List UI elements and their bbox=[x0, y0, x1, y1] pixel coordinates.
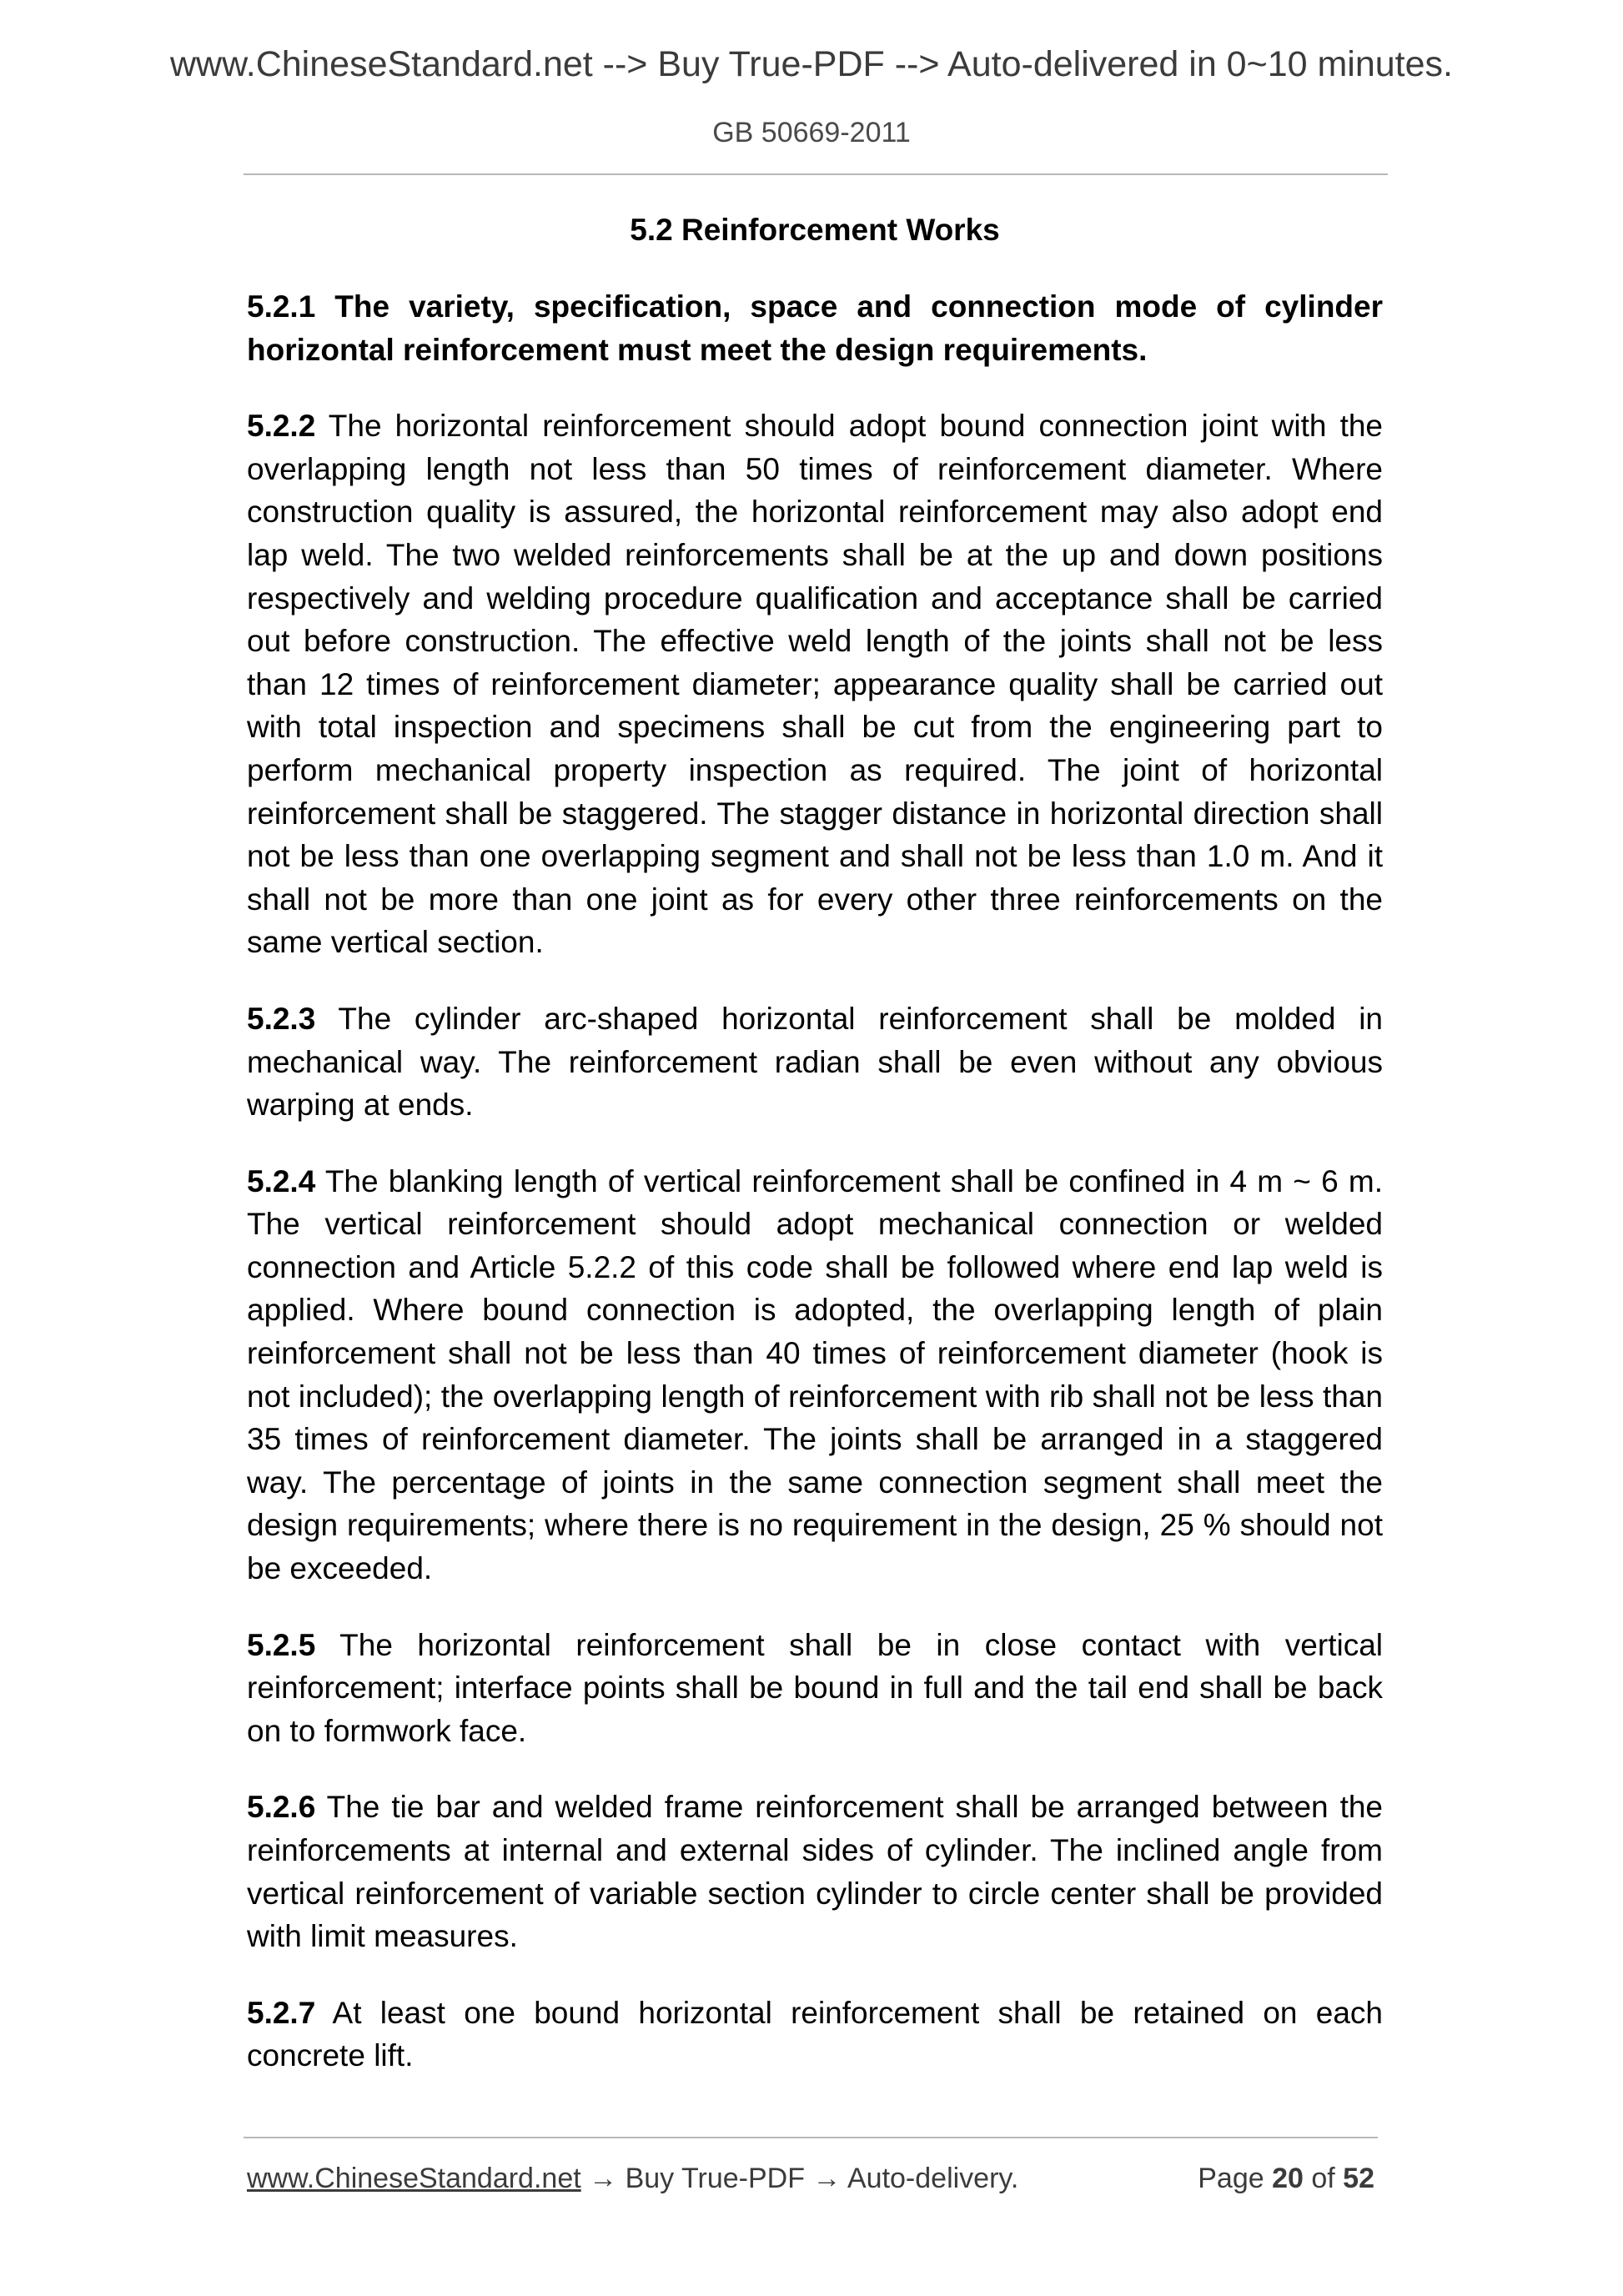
page-indicator bbox=[1198, 2157, 1374, 2200]
article-text: At least one bound horizontal reinforcement shall be retained on each concrete lift. bbox=[247, 1995, 1383, 2073]
article-number: 5.2.4 bbox=[247, 1163, 316, 1198]
page-label: Page bbox=[1198, 2163, 1273, 2194]
site-banner: www.ChineseStandard.net --> Buy True-PDF --> Auto-delivered in 0~10 minutes. bbox=[169, 44, 1453, 84]
article-number: 5.2.2 bbox=[247, 409, 316, 444]
article-5-2-6 bbox=[247, 1786, 1383, 1957]
footer-divider bbox=[244, 2137, 1378, 2138]
article-number: 5.2.7 bbox=[247, 1995, 316, 2030]
article-text: The tie bar and welded frame reinforcement shall be arranged between the reinforcements at internal and external sides of cylinder. The inclined angle from vertical reinforcement of variable section cylinder to circle center shall be provided with limit measures. bbox=[247, 1790, 1383, 1954]
footer-left bbox=[247, 2157, 1018, 2200]
article-text: The cylinder arc-shaped horizontal reinforcement shall be molded in mechanical way. The reinforcement radian shall be even without any obvious warping at ends. bbox=[247, 1001, 1383, 1123]
page-number: 20 bbox=[1272, 2163, 1304, 2194]
article-text: The horizontal reinforcement should adopt bound connection joint with the overlapping length not less than 50 times of reinforcement diameter. Where construction quality is assured, the horizontal reinforcement may also adopt end lap weld. The two welded reinforcements shall be at the up and down positions respectively and welding procedure qualification and acceptance shall be carried out before construction. The effective weld length of the joints shall not be less than 12 times of reinforcement diameter; appearance quality shall be carried out with total inspection and specimens shall be cut from the engineering part to perform mechanical property inspection as required. The joint of horizontal reinforcement shall be staggered. The stagger distance in horizontal direction shall not be less than one overlapping segment and shall not be less than 1.0 m. And it shall not be more than one joint as for every other three reinforcements on the same vertical section. bbox=[247, 409, 1383, 960]
of-label: of bbox=[1303, 2163, 1344, 2194]
page-footer bbox=[247, 2157, 1374, 2200]
website-link[interactable]: www.ChineseStandard.net bbox=[247, 2163, 581, 2194]
article-5-2-5 bbox=[247, 1624, 1383, 1753]
article-5-2-3 bbox=[247, 997, 1383, 1127]
header-divider bbox=[244, 173, 1388, 175]
standard-code: GB 50669-2011 bbox=[712, 117, 911, 148]
article-5-2-1 bbox=[247, 285, 1383, 371]
article-text: The blanking length of vertical reinforcement shall be confined in 4 m ~ 6 m. The vertical reinforcement should adopt mechanical connection or welded connection and Article 5.2.2 of this code shall be followed where end lap weld is applied. Where bound connection is adopted, the overlapping length of plain reinforcement shall not be less than 40 times of reinforcement diameter (hook is not included); the overlapping length of reinforcement with rib shall not be less than 35 times of reinforcement diameter. The joints shall be arranged in a staggered way. The percentage of joints in the same connection segment shall meet the design requirements; where there is no requirement in the design, 25 % should not be exceeded. bbox=[247, 1163, 1383, 1586]
page-total: 52 bbox=[1343, 2163, 1374, 2194]
article-5-2-7 bbox=[247, 1992, 1383, 2077]
article-number: 5.2.5 bbox=[247, 1627, 316, 1662]
article-text: The horizontal reinforcement shall be in close contact with vertical reinforcement; interface points shall be bound in full and the tail end shall be back on to formwork face. bbox=[247, 1627, 1383, 1748]
article-5-2-2 bbox=[247, 404, 1383, 964]
article-text: 5.2.1 The variety, specification, space and connection mode of cylinder horizontal reinforcement must meet the design requirements. bbox=[247, 289, 1383, 367]
article-number: 5.2.6 bbox=[247, 1790, 316, 1825]
article-5-2-4 bbox=[247, 1160, 1383, 1590]
article-number: 5.2.3 bbox=[247, 1001, 316, 1036]
section-title: 5.2 Reinforcement Works bbox=[630, 213, 1000, 247]
delivery-text: → Buy True-PDF → Auto-delivery. bbox=[580, 2163, 1019, 2194]
document-body bbox=[247, 285, 1383, 2111]
